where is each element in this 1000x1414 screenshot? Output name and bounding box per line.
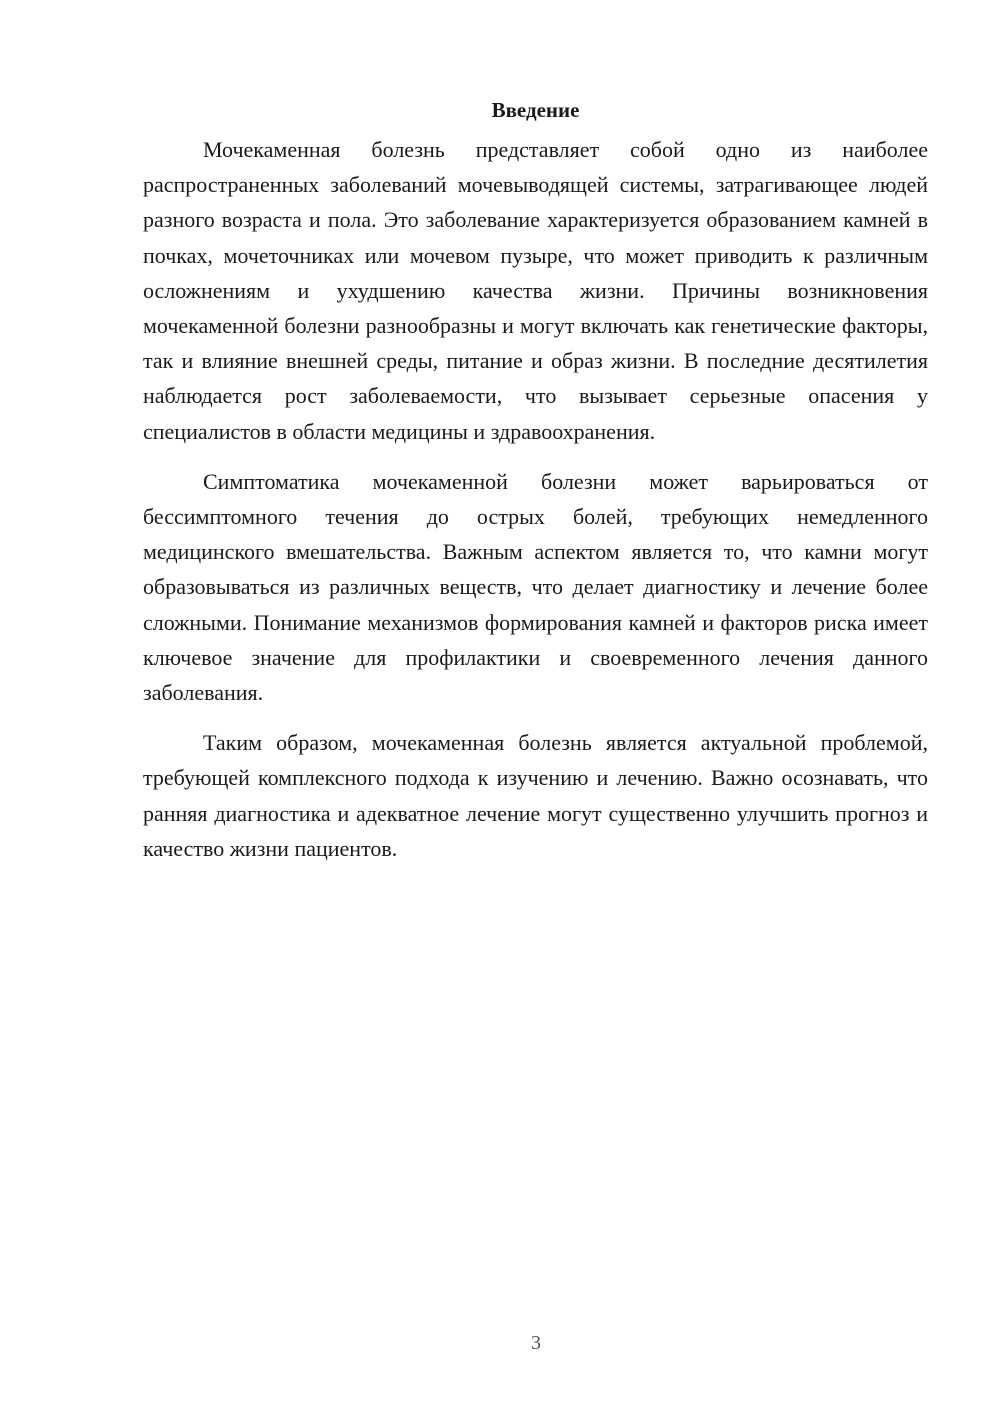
paragraph-3: Таким образом, мочекаменная болезнь является актуальной проблемой, требующей комплексного подхода к изучению и лечению. Важно осознавать, что ранняя диагностика и адекватное лечение могут существенно улучшить прогноз и качество жизни пациентов.: [143, 730, 928, 861]
document-body: [143, 92, 928, 881]
page-number: 3: [531, 1332, 541, 1354]
paragraph-2: Симптоматика мочекаменной болезни может варьироваться от бессимптомного течения до острых болей, требующих немедленного медицинского вмешательства. Важным аспектом является то, что камни могут образовываться из различных веществ, что делает диагностику и лечение более сложными. Понимание механизмов формирования камней и факторов риска имеет ключевое значение для профилактики и своевременного лечения данного заболевания.: [143, 468, 928, 706]
section-heading: Введение: [491, 98, 580, 122]
paragraph-1: Мочекаменная болезнь представляет собой одно из наиболее распространенных заболеваний мочевыводящей системы, затрагивающее людей разного возраста и пола. Это заболевание характеризуется образованием камней в почках, мочеточниках или мочевом пузыре, что может приводить к различным осложнениям и ухудшению качества жизни. Причины возникновения мочекаменной болезни разнообразны и могут включать как генетические факторы, так и влияние внешней среды, питание и образ жизни. В последние десятилетия наблюдается рост заболеваемости, что вызывает серьезные опасения у специалистов в области медицины и здравоохранения.: [143, 137, 928, 444]
